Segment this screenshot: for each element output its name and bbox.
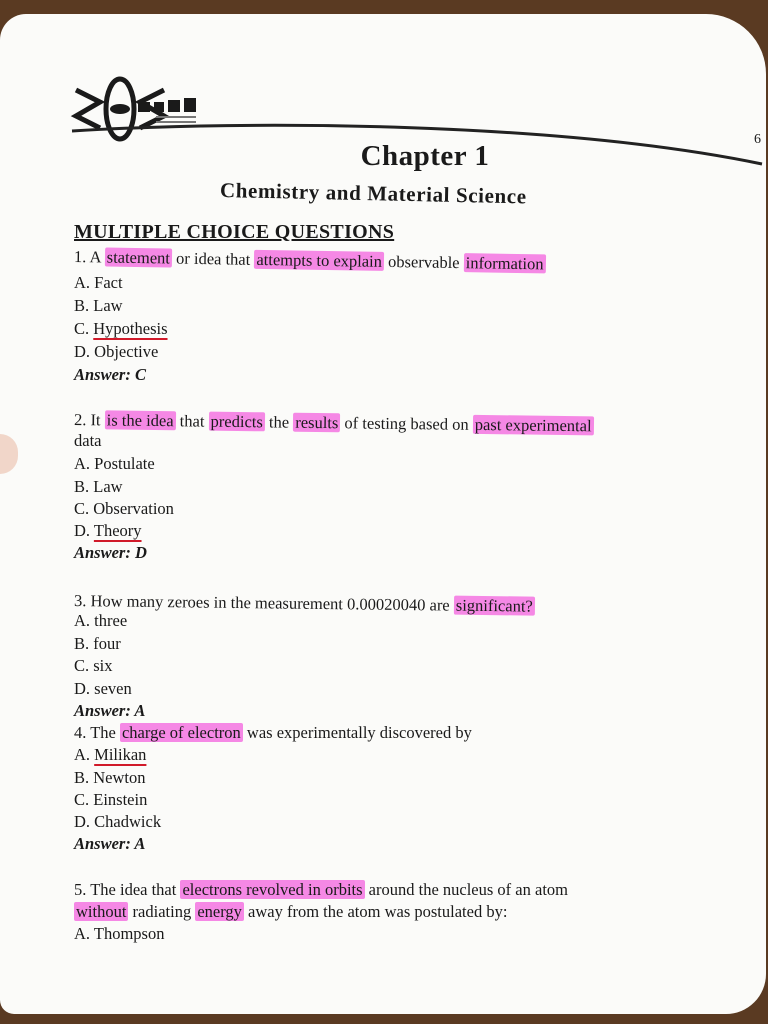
highlight: significant? (455, 595, 533, 616)
finger-edge (0, 434, 18, 474)
highlight: results (295, 412, 339, 433)
pen-underline: Hypothesis (93, 319, 168, 338)
answer: Answer: A (74, 834, 146, 853)
pen-underline: Milikan (94, 745, 147, 764)
option-c: C. Observation (74, 499, 174, 518)
option-d: D. Chadwick (74, 812, 162, 831)
highlight: past experimental (474, 414, 592, 436)
highlight: information (465, 253, 544, 274)
question-2-continuation: data (74, 431, 102, 450)
question-3-text: 3. How many zeroes in the measurement 0.00020040 are significant? (73, 591, 533, 616)
highlight: statement (106, 247, 171, 268)
answer: Answer: A (74, 701, 146, 720)
chapter-title: Chapter 1 (360, 140, 490, 172)
option-a: A. Milikan (74, 745, 147, 764)
question-1-text: 1. A statement or idea that attempts to explain observable information (73, 247, 544, 274)
chapter-subtitle: Chemistry and Material Science (219, 178, 527, 209)
section-heading: MULTIPLE CHOICE QUESTIONS (74, 221, 395, 243)
option-c: C. six (74, 656, 113, 675)
option-a: A. Fact (74, 273, 123, 292)
highlight: electrons revolved in orbits (182, 880, 363, 899)
answer: Answer: D (74, 543, 147, 562)
option-a: A. three (74, 611, 128, 630)
question-5-text: 5. The idea that electrons revolved in orbits around the nucleus of an atom (74, 880, 568, 899)
option-b: B. Law (74, 477, 123, 496)
pen-underline: Theory (93, 521, 142, 540)
atom-logo-icon (70, 76, 220, 142)
option-c: C. Einstein (74, 790, 148, 809)
question-4-text: 4. The charge of electron was experimentally discovered by (74, 723, 472, 742)
highlight: is the idea (106, 410, 174, 431)
answer: Answer: C (74, 365, 146, 384)
option-b: B. Newton (74, 768, 146, 787)
option-a: A. Thompson (74, 924, 165, 943)
option-d: D. Theory (74, 521, 142, 540)
highlight: charge of electron (121, 723, 241, 742)
option-b: B. Law (74, 296, 123, 315)
option-b: B. four (74, 634, 121, 653)
document-page (0, 14, 766, 1014)
option-d: D. seven (74, 679, 132, 698)
highlight: energy (197, 902, 242, 921)
option-a: A. Postulate (74, 454, 155, 473)
question-5-continuation: without radiating energy away from the atom was postulated by: (76, 902, 508, 921)
option-c: C. Hypothesis (74, 319, 168, 338)
highlight: attempts to explain (256, 249, 383, 271)
highlight: without (76, 902, 127, 921)
highlight: predicts (210, 411, 263, 432)
option-d: D. Objective (74, 342, 159, 361)
question-2-text: 2. It is the idea that predicts the results of testing based on past experimental (73, 410, 592, 436)
page-number: 6 (754, 132, 761, 147)
